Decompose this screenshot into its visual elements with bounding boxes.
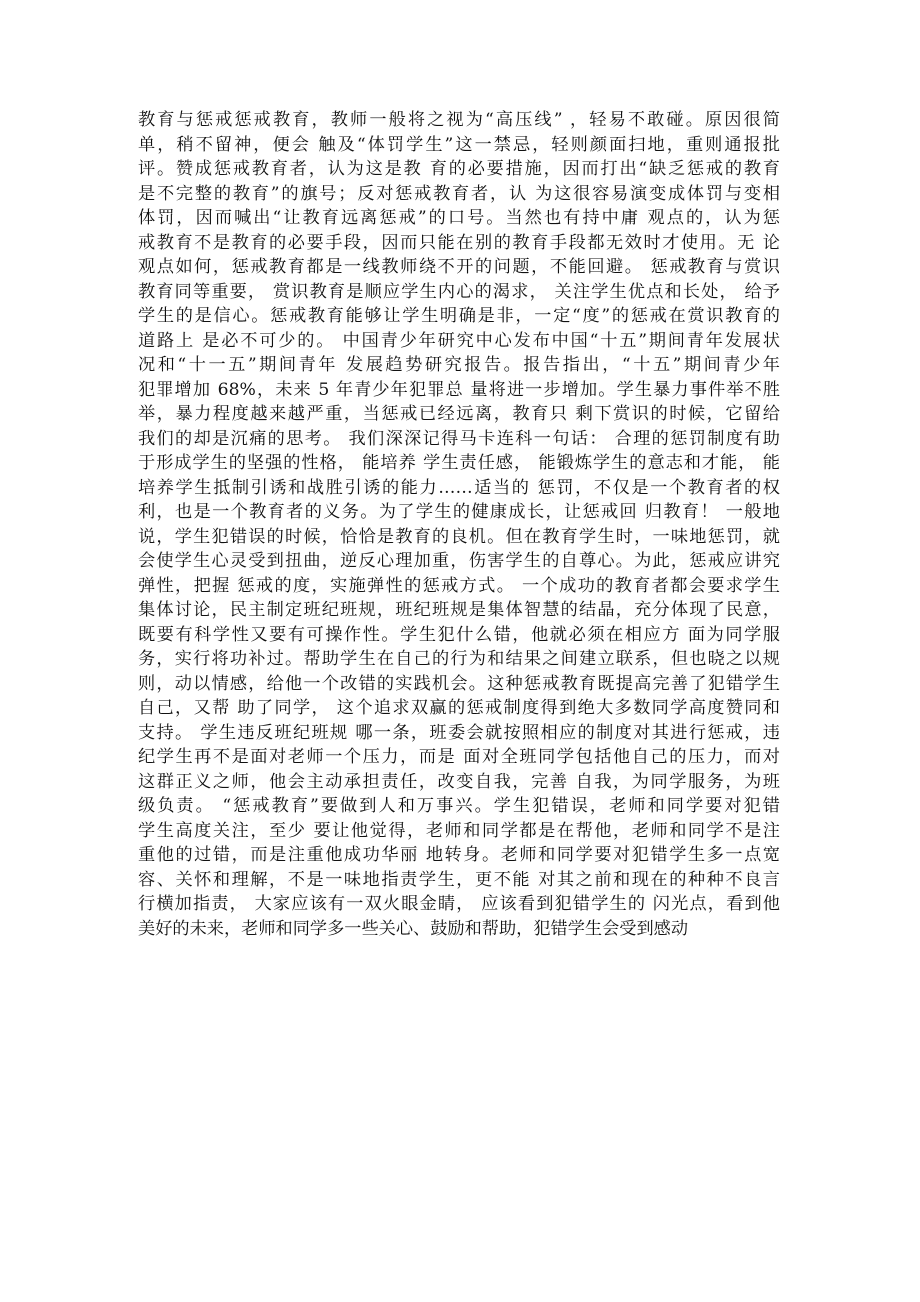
text-line: 纪学生再不是面对老师一个压力，而是 面对全班同学包括他自己的压力，而对 xyxy=(138,747,780,767)
text-line: 自己，又帮 助了同学， 这个追求双赢的惩戒制度得到绝大多数同学高度赞同和 xyxy=(138,698,780,718)
text-line: 单，稍不留神，便会 触及“体罚学生”这一禁忌，轻则颜面扫地，重则通报批 xyxy=(138,134,780,155)
text-line: 则，动以情感，给他一个改错的实践机会。这种惩戒教育既提高完善了犯错学生 xyxy=(138,673,780,694)
text-line: 观点如何，惩戒教育都是一线教师绕不开的问题，不能回避。 惩戒教育与赏识 xyxy=(138,257,780,277)
text-line: 我们的却是沉痛的思考。 我们深深记得马卡连科一句话： 合理的惩罚制度有助 xyxy=(138,428,780,449)
body-text xyxy=(138,108,780,941)
text-line: 况和“十一五”期间青年 发展趋势研究报告。报告指出，“十五”期间青少年 xyxy=(138,355,780,375)
text-line: 体罚，因而喊出“让教育远离惩戒”的口号。当然也有持中庸 观点的，认为惩 xyxy=(138,208,780,228)
text-line: 美好的未来，老师和同学多一些关心、鼓励和帮助，犯错学生会受到感动 xyxy=(138,918,689,939)
text-line: 说，学生犯错误的时候，恰恰是教育的良机。但在教育学生时，一味地惩罚，就 xyxy=(138,526,780,547)
text-line: 于形成学生的坚强的性格， 能培养 学生责任感， 能锻炼学生的意志和才能， 能 xyxy=(138,453,780,473)
text-line: 支持。 学生违反班纪班规 哪一条，班委会就按照相应的制度对其进行惩戒，违 xyxy=(138,722,780,743)
text-line: 集体讨论，民主制定班纪班规，班纪班规是集体智慧的结晶，充分体现了民意， xyxy=(138,600,780,620)
text-line: 学生的是信心。惩戒教育能够让学生明确是非，一定“度”的惩戒在赏识教育的 xyxy=(138,306,780,326)
text-line: 举，暴力程度越来越严重，当惩戒已经远离，教育只 剩下赏识的时候，它留给 xyxy=(138,404,780,424)
text-line: 重他的过错，而是注重他成功华丽 地转身。老师和同学要对犯错学生多一点宽 xyxy=(138,845,780,865)
text-line: 戒教育不是教育的必要手段，因而只能在别的教育手段都无效时才使用。无 论 xyxy=(138,232,780,253)
text-line: 评。赞成惩戒教育者，认为这是教 育的必要措施，因而打出“缺乏惩戒的教育 xyxy=(138,159,780,179)
text-line: 教育与惩戒惩戒教育，教师一般将之视为“高压线” ，轻易不敢碰。原因很简 xyxy=(138,110,780,130)
text-line: 培养学生抵制引诱和战胜引诱的能力……适当的 惩罚，不仅是一个教育者的权 xyxy=(138,477,780,498)
text-line: 犯罪增加 68%，未来 5 年青少年犯罪总 量将进一步增加。学生暴力事件举不胜 xyxy=(138,379,780,400)
text-line: 级负责。 “惩戒教育”要做到人和万事兴。学生犯错误，老师和同学要对犯错 xyxy=(138,796,780,816)
text-line: 务，实行将功补过。帮助学生在自己的行为和结果之间建立联系，但也晓之以规 xyxy=(138,649,780,669)
text-line: 既要有科学性又要有可操作性。学生犯什么错，他就必须在相应方 面为同学服 xyxy=(138,624,780,645)
text-line: 行横加指责， 大家应该有一双火眼金睛， 应该看到犯错学生的 闪光点，看到他 xyxy=(138,894,780,914)
text-line: 道路上 是必不可少的。 中国青少年研究中心发布中国“十五”期间青年发展状 xyxy=(138,330,780,351)
text-line: 教育同等重要， 赏识教育是顺应学生内心的渴求， 关注学生优点和长处， 给予 xyxy=(138,281,780,302)
text-line: 会使学生心灵受到扭曲，逆反心理加重，伤害学生的自尊心。为此，惩戒应讲究 xyxy=(138,551,780,571)
text-line: 弹性，把握 惩戒的度，实施弹性的惩戒方式。 一个成功的教育者都会要求学生 xyxy=(138,575,780,596)
text-line: 容、关怀和理解，不是一味地指责学生，更不能 对其之前和现在的种种不良言 xyxy=(138,869,780,890)
text-line: 这群正义之师，他会主动承担责任，改变自我，完善 自我，为同学服务，为班 xyxy=(138,771,780,792)
text-line: 是不完整的教育”的旗号；反对惩戒教育者，认 为这很容易演变成体罚与变相 xyxy=(138,183,780,204)
text-line: 学生高度关注，至少 要让他觉得，老师和同学都是在帮他，老师和同学不是注 xyxy=(138,820,780,841)
text-line: 利，也是一个教育者的义务。为了学生的健康成长，让惩戒回 归教育！ 一般地 xyxy=(138,502,780,522)
